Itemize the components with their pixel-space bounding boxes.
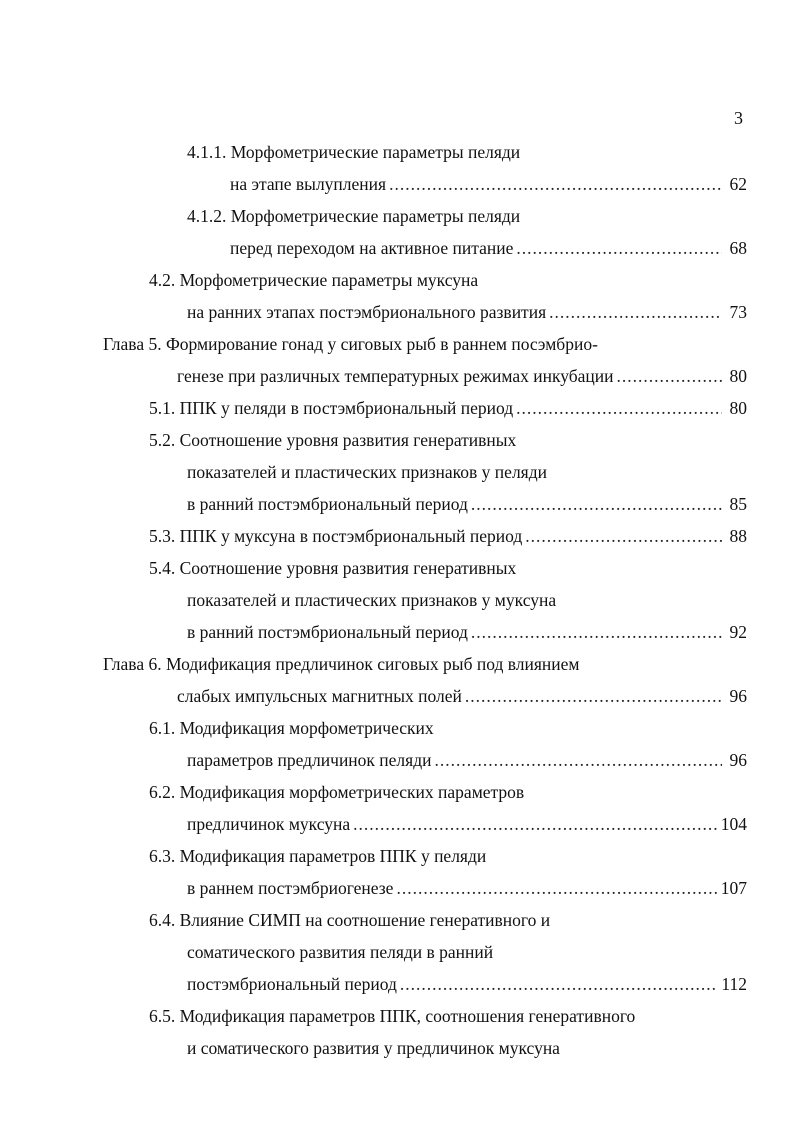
toc-chapter-6-title: Глава 6. Модификация предличинок сиговых рыб под влиянием [103,654,580,674]
toc-entry-6-5-title: 6.5. Модификация параметров ППК, соотношения генеративного [149,1006,636,1026]
toc-entry-text: параметров предличинок пеляди [187,750,432,770]
dot-leader [400,972,719,996]
dot-leader [516,236,722,260]
toc-entry-text: 5.1. ППК у пеляди в постэмбриональный период [149,398,514,418]
dot-leader [471,492,722,516]
toc-entry-6-3-title: 6.3. Модификация параметров ППК у пеляди [149,846,487,866]
dot-leader [389,172,722,196]
toc-entry-6-1 [187,748,747,772]
toc-entry-6-5-line2: и соматического развития у предличинок муксуна [187,1038,560,1058]
toc-entry-6-1-title: 6.1. Модификация морфометрических [149,718,434,738]
toc-entry-6-4 [187,972,747,996]
toc-entry-5-4-line2: показателей и пластических признаков у муксуна [187,590,557,610]
toc-entry-text: на этапе вылупления [230,174,387,194]
dot-leader [471,620,722,644]
toc-page-number: 68 [729,238,747,258]
page-number: 3 [734,108,743,128]
dot-leader [353,812,718,836]
toc-entry-5-2 [187,492,747,516]
toc-page-number: 80 [729,398,747,418]
toc-entry-6-4-title: 6.4. Влияние СИМП на соотношение генеративного и [149,910,551,930]
toc-entry-text: в раннем постэмбриогенезе [187,878,394,898]
toc-entry-text: 5.3. ППК у муксуна в постэмбриональный период [149,526,523,546]
dot-leader [549,300,722,324]
toc-page-number: 107 [720,878,747,898]
toc-page-number: 85 [729,494,747,514]
toc-entry-6-2 [187,812,747,836]
toc-entry-5-4-title: 5.4. Соотношение уровня развития генеративных [149,558,517,578]
toc-entry-5-3 [149,524,747,548]
toc-chapter-6 [177,684,747,708]
toc-entry-4-2-title: 4.2. Морфометрические параметры муксуна [149,270,479,290]
toc-entry-text: постэмбриональный период [187,974,397,994]
dot-leader [435,748,723,772]
toc-page-number: 92 [729,622,747,642]
toc-entry-5-2-line2: показателей и пластических признаков у пеляди [187,462,547,482]
toc-entry-4-1-2-title: 4.1.2. Морфометрические параметры пеляди [187,206,521,226]
toc-entry-text: слабых импульсных магнитных полей [177,686,462,706]
toc-entry-text: генезе при различных температурных режимах инкубации [177,366,614,386]
toc-entry-4-1-1-title: 4.1.1. Морфометрические параметры пеляди [187,142,521,162]
toc-page-number: 80 [729,366,747,386]
toc-entry-6-3 [187,876,747,900]
toc-page-number: 62 [729,174,747,194]
toc-entry-6-2-title: 6.2. Модификация морфометрических параметров [149,782,525,802]
dot-leader [525,524,722,548]
toc-entry-5-1 [149,396,747,420]
toc-entry-text: в ранний постэмбриональный период [187,622,468,642]
toc-entry-text: в ранний постэмбриональный период [187,494,468,514]
toc-entry-text: предличинок муксуна [187,814,351,834]
toc-entry-5-4 [187,620,747,644]
toc-entry-4-1-2 [230,236,747,260]
dot-leader [465,684,722,708]
toc-entry-text: на ранних этапах постэмбрионального развития [187,302,547,322]
toc-page-number: 96 [729,686,747,706]
toc-entry-text: перед переходом на активное питание [230,238,514,258]
toc-page-number: 73 [729,302,747,322]
dot-leader [617,364,723,388]
toc-chapter-5 [177,364,747,388]
toc-entry-6-4-line2: соматического развития пеляди в ранний [187,942,494,962]
toc-page-number: 88 [729,526,747,546]
toc-page-number: 112 [721,974,747,994]
dot-leader [516,396,722,420]
toc-entry-4-1-1 [230,172,747,196]
toc-page-number: 96 [729,750,747,770]
toc-entry-5-2-title: 5.2. Соотношение уровня развития генеративных [149,430,517,450]
toc-chapter-5-title: Глава 5. Формирование гонад у сиговых рыб в раннем посэмбрио- [103,334,598,354]
toc-page-number: 104 [720,814,747,834]
dot-leader [396,876,717,900]
toc-entry-4-2 [187,300,747,324]
